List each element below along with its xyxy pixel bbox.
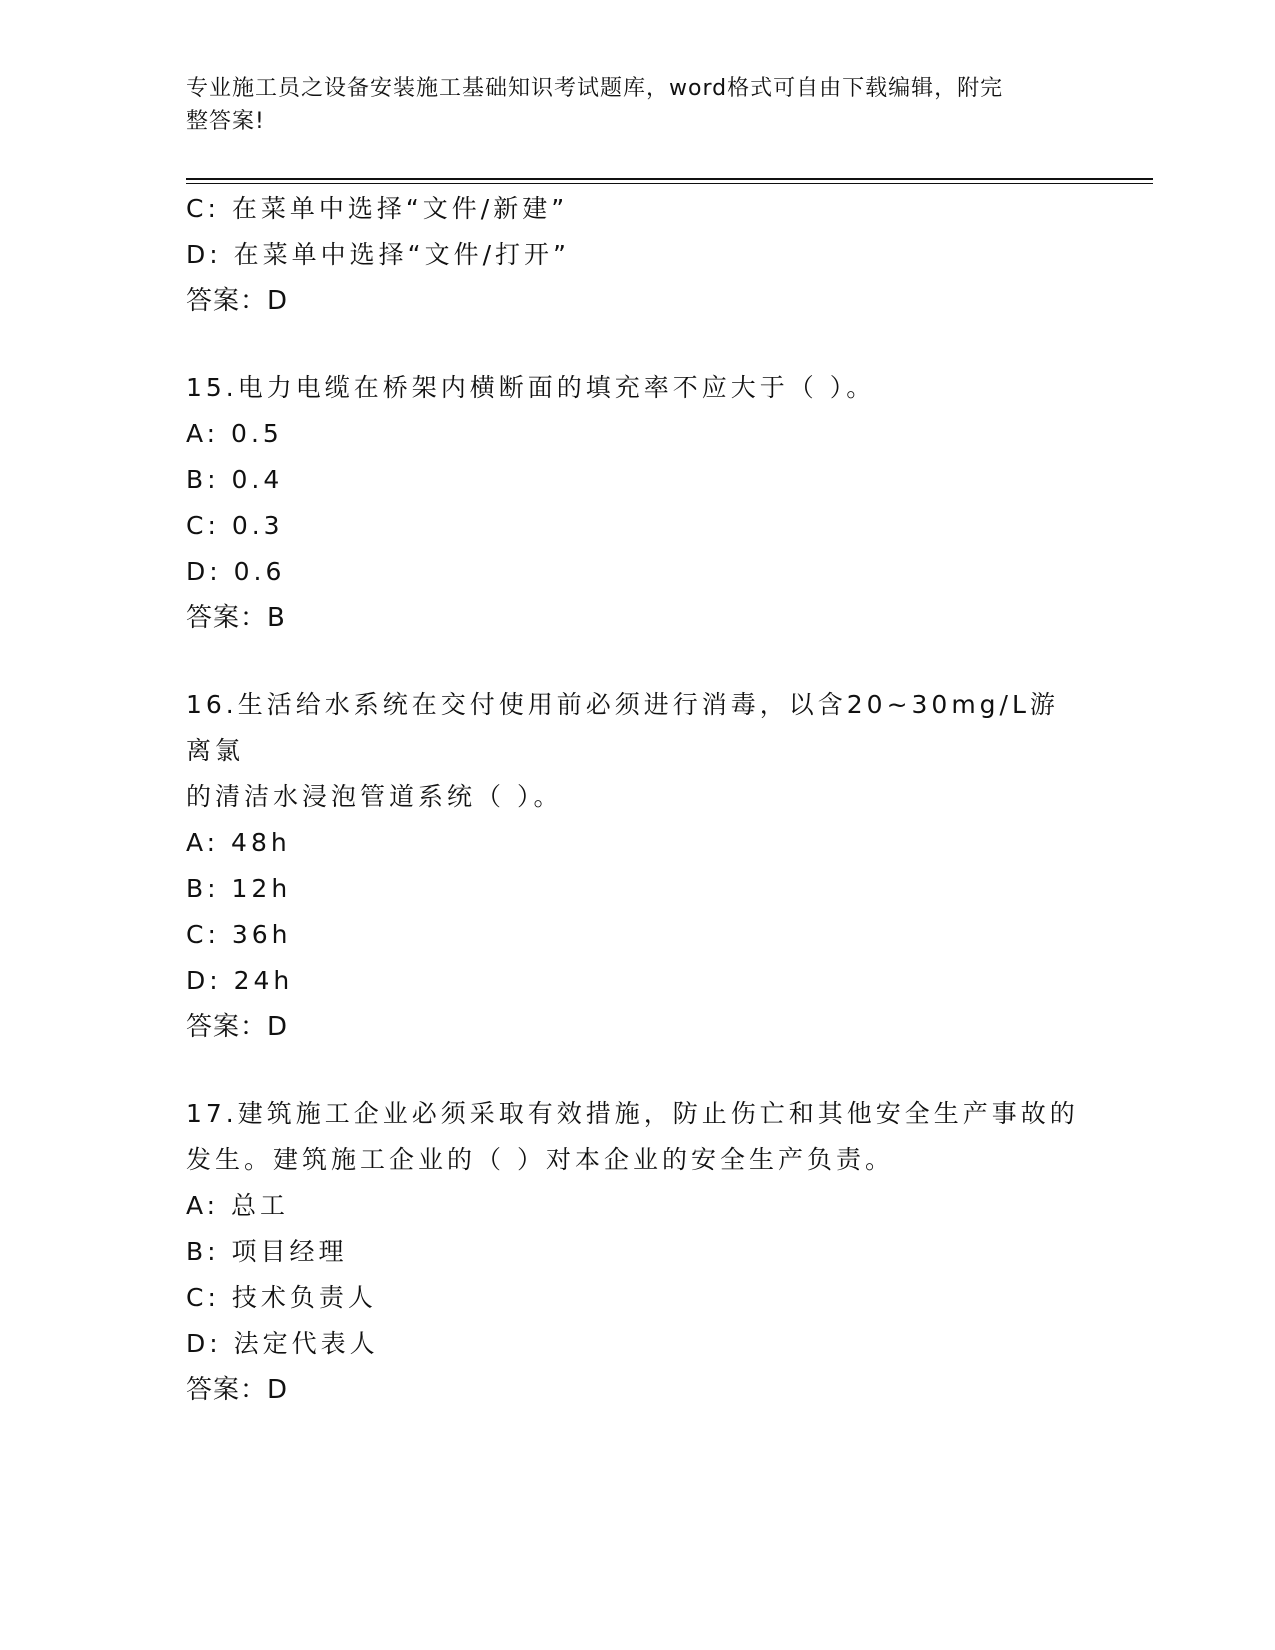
option-a: A: 48h: [186, 828, 291, 857]
option-c: C: 36h: [186, 920, 292, 949]
header-divider-thin: [186, 183, 1153, 184]
option-d: D: 在菜单中选择“文件/打开”: [186, 240, 570, 269]
answer-line: 答案：D: [186, 1375, 289, 1405]
answer-line: 答案：B: [186, 603, 286, 633]
question-15: [186, 365, 1086, 641]
answer-line: 答案：D: [186, 1012, 289, 1042]
question-stem-line-2: 发生。建筑施工企业的（ ）对本企业的安全生产负责。: [186, 1145, 894, 1174]
header-line-2: 整答案!: [186, 109, 265, 134]
question-17: [186, 1091, 1086, 1413]
question-stem: 15.电力电缆在桥架内横断面的填充率不应大于（ ）。: [186, 373, 876, 402]
question-16: [186, 682, 1086, 1050]
option-a: A: 0.5: [186, 419, 283, 448]
header-divider-thick: [186, 178, 1153, 180]
option-d: D: 法定代表人: [186, 1329, 379, 1358]
option-a: A: 总工: [186, 1191, 290, 1220]
option-b: B: 12h: [186, 874, 292, 903]
continued-question-block: [186, 186, 1086, 324]
option-c: C: 在菜单中选择“文件/新建”: [186, 194, 569, 223]
question-stem-line-1: 17.建筑施工企业必须采取有效措施，防止伤亡和其他安全生产事故的: [186, 1099, 1079, 1128]
option-b: B: 0.4: [186, 465, 284, 494]
question-stem-line-1: 16.生活给水系统在交付使用前必须进行消毒，以含20~30mg/L游离氯: [186, 690, 1059, 765]
header-line-1: 专业施工员之设备安装施工基础知识考试题库，word格式可自由下载编辑，附完: [186, 76, 1004, 101]
answer-line: 答案：D: [186, 286, 289, 316]
option-d: D: 24h: [186, 966, 294, 995]
option-d: D: 0.6: [186, 557, 286, 586]
option-c: C: 技术负责人: [186, 1283, 377, 1312]
question-stem-line-2: 的清洁水浸泡管道系统（ ）。: [186, 782, 563, 811]
document-header: [186, 72, 1066, 138]
option-c: C: 0.3: [186, 511, 284, 540]
option-b: B: 项目经理: [186, 1237, 348, 1266]
document-body: [186, 186, 1086, 1413]
